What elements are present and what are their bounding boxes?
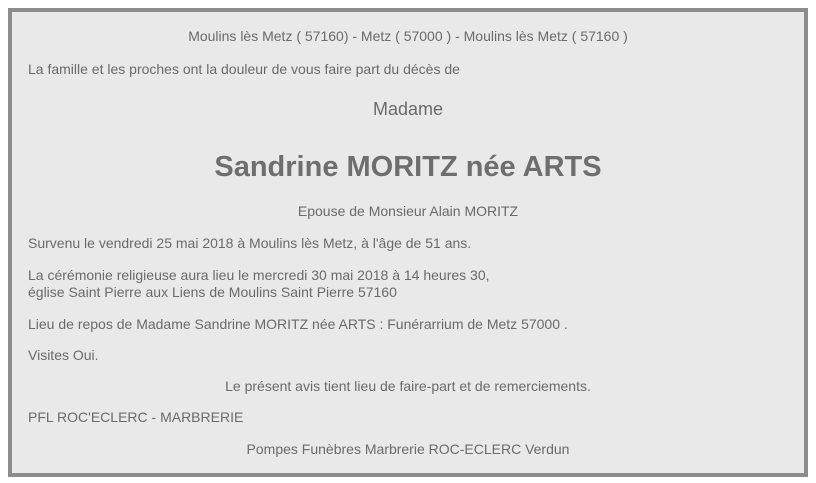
ceremony-line-2: église Saint Pierre aux Liens de Moulins Saint Pierre 57160 [28, 284, 397, 300]
intro-line: La famille et les proches ont la douleur de vous faire part du décès de [28, 61, 460, 77]
thanks-line: Le présent avis tient lieu de faire-part et de remerciements. [225, 378, 591, 394]
spouse-line: Epouse de Monsieur Alain MORITZ [297, 203, 519, 219]
deceased-title: Madame [372, 99, 444, 119]
death-notice-box [8, 8, 808, 477]
pfl-line: PFL ROC'ECLERC - MARBRERIE [28, 409, 244, 425]
deceased-name: Sandrine MORITZ née ARTS [214, 151, 602, 183]
rest-place-line: Lieu de repos de Madame Sandrine MORITZ née ARTS : Funérarrium de Metz 57000 . [28, 316, 568, 332]
death-line: Survenu le vendredi 25 mai 2018 à Moulins lès Metz, à l'âge de 51 ans. [28, 235, 472, 251]
funeral-home-line: Pompes Funèbres Marbrerie ROC-ECLERC Verdun [246, 441, 570, 457]
locations-line: Moulins lès Metz ( 57160) - Metz ( 57000 ) - Moulins lès Metz ( 57160 ) [188, 28, 628, 44]
ceremony-line-1: La cérémonie religieuse aura lieu le mercredi 30 mai 2018 à 14 heures 30, [28, 267, 490, 283]
visits-line: Visites Oui. [28, 347, 99, 363]
